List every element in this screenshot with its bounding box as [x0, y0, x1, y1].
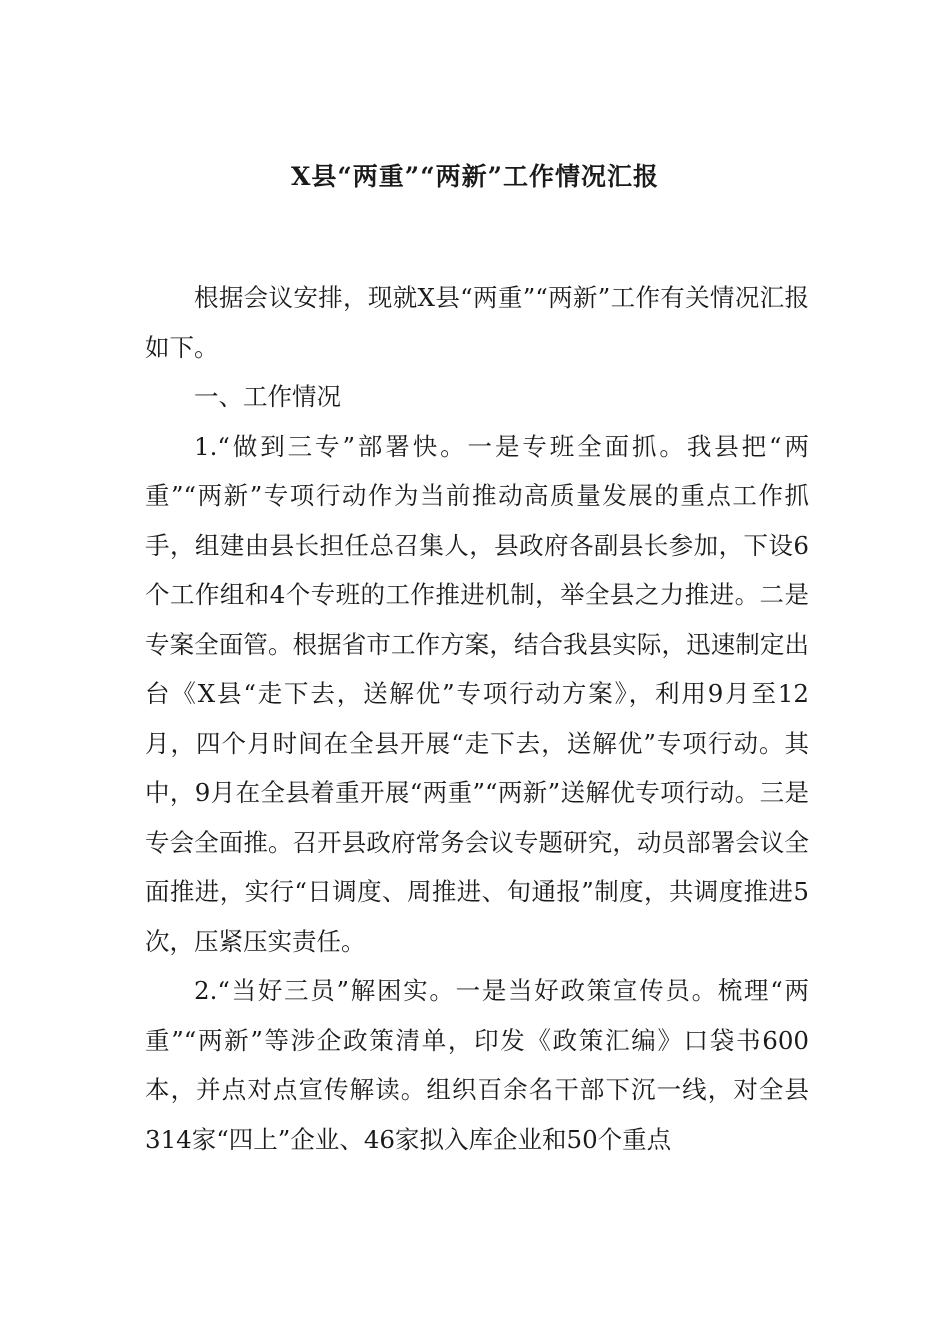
paragraph-intro: 根据会议安排，现就X县“两重”“两新”工作有关情况汇报如下。: [145, 283, 809, 362]
section-heading-work-status: 一、工作情况: [194, 382, 341, 411]
paragraph-item-2: 2.“当好三员”解困实。一是当好政策宣传员。梳理“两重”“两新”等涉企政策清单，印发《政策汇编》口袋书600本，并点对点宣传解读。组织百余名干部下沉一线，对全县314家“四上”企业、46家拟入库企业和50个重点: [145, 976, 809, 1154]
document-body: [145, 273, 809, 1164]
document-title: X县“两重”“两新”工作情况汇报: [291, 162, 659, 191]
paragraph-item-1: 1.“做到三专”部署快。一是专班全面抓。我县把“两重”“两新”专项行动作为当前推动高质量发展的重点工作抓手，组建由县长担任总召集人，县政府各副县长参加，下设6个工作组和4个专班的工作推进机制，举全县之力推进。二是专案全面管。根据省市工作方案，结合我县实际，迅速制定出台《X县“走下去，送解优”专项行动方案》，利用9月至12月，四个月时间在全县开展“走下去，送解优”专项行动。其中，9月在全县着重开展“两重”“两新”送解优专项行动。三是专会全面推。召开县政府常务会议专题研究，动员部署会议全面推进，实行“日调度、周推进、旬通报”制度，共调度推进5次，压紧压实责任。: [145, 431, 809, 956]
